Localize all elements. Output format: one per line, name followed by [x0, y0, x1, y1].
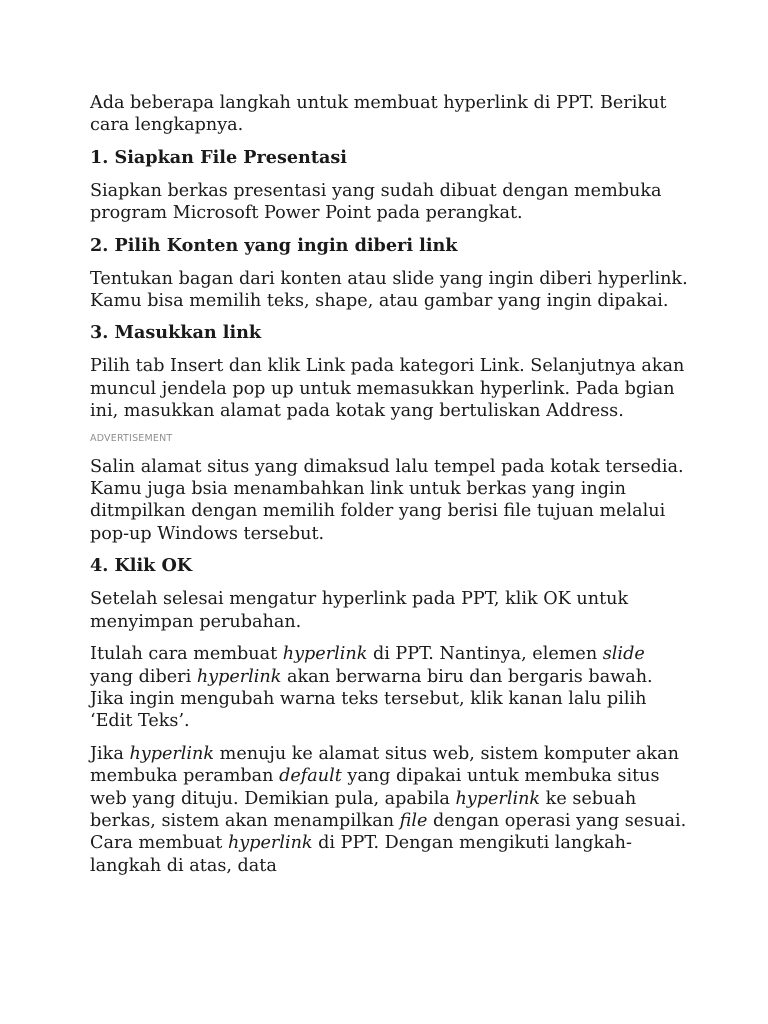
text-run: akan berwarna biru dan bergaris bawah. Jika ingin mengubah warna teks tersebut, klik kanan lalu pilih ‘Edit Teks’. [90, 666, 653, 732]
intro-paragraph: Ada beberapa langkah untuk membuat hyperlink di PPT. Berikut cara lengkapnya. [90, 93, 667, 136]
text-run: Jika [90, 743, 130, 764]
text-run: dengan operasi yang sesuai. Cara membuat [90, 810, 687, 854]
text-run: menuju ke alamat situs web, sistem komputer akan membuka peramban [90, 743, 679, 787]
step-3-paragraph-2: Salin alamat situs yang dimaksud lalu tempel pada kotak tersedia. Kamu juga bsia menambahkan link untuk berkas yang ingin ditmpilkan dengan memilih folder yang berisi file tujuan melalui pop-up Windows tersebut. [90, 456, 684, 544]
article-body [90, 92, 690, 887]
italic-term: default [279, 766, 342, 787]
closing-paragraph-1 [90, 643, 690, 733]
text-run: Itulah cara membuat [90, 644, 283, 665]
closing-paragraph-2 [90, 743, 690, 877]
step-3-paragraph: Pilih tab Insert dan klik Link pada kategori Link. Selanjutnya akan muncul jendela pop up untuk memasukkan hyperlink. Pada bgian ini, masukkan alamat pada kotak yang bertuliskan Address. [90, 356, 685, 422]
step-2-paragraph: Tentukan bagan dari konten atau slide yang ingin diberi hyperlink. Kamu bisa memilih teks, shape, atau gambar yang ingin dipakai. [90, 268, 688, 312]
step-1-paragraph: Siapkan berkas presentasi yang sudah dibuat dengan membuka program Microsoft Power Point pada perangkat. [90, 180, 662, 224]
step-4-paragraph: Setelah selesai mengatur hyperlink pada PPT, klik OK untuk menyimpan perubahan. [90, 589, 629, 632]
italic-term: hyperlink [227, 833, 313, 854]
step-2-heading: 2. Pilih Konten yang ingin diberi link [90, 234, 458, 256]
italic-term: hyperlink [282, 644, 368, 665]
text-run: yang dipakai untuk membuka situs web yang dituju. Demikian pula, apabila [90, 766, 660, 809]
step-3-heading: 3. Masukkan link [90, 322, 262, 344]
text-run: di PPT. Nantinya, elemen [367, 644, 603, 665]
step-4-heading: 4. Klik OK [90, 555, 193, 577]
italic-term: hyperlink [455, 788, 541, 809]
italic-term: hyperlink [129, 743, 215, 764]
text-run: yang diberi [90, 666, 197, 687]
text-run: di PPT. Dengan mengikuti langkah-langkah di atas, data [90, 833, 632, 876]
italic-term: file [399, 810, 428, 831]
advertisement-label: ADVERTISEMENT [90, 432, 173, 444]
step-1-heading: 1. Siapkan File Presentasi [90, 146, 347, 168]
text-run: ke sebuah berkas, sistem akan menampilkan [90, 788, 637, 831]
italic-term: hyperlink [196, 666, 282, 687]
italic-term: slide [602, 644, 645, 665]
